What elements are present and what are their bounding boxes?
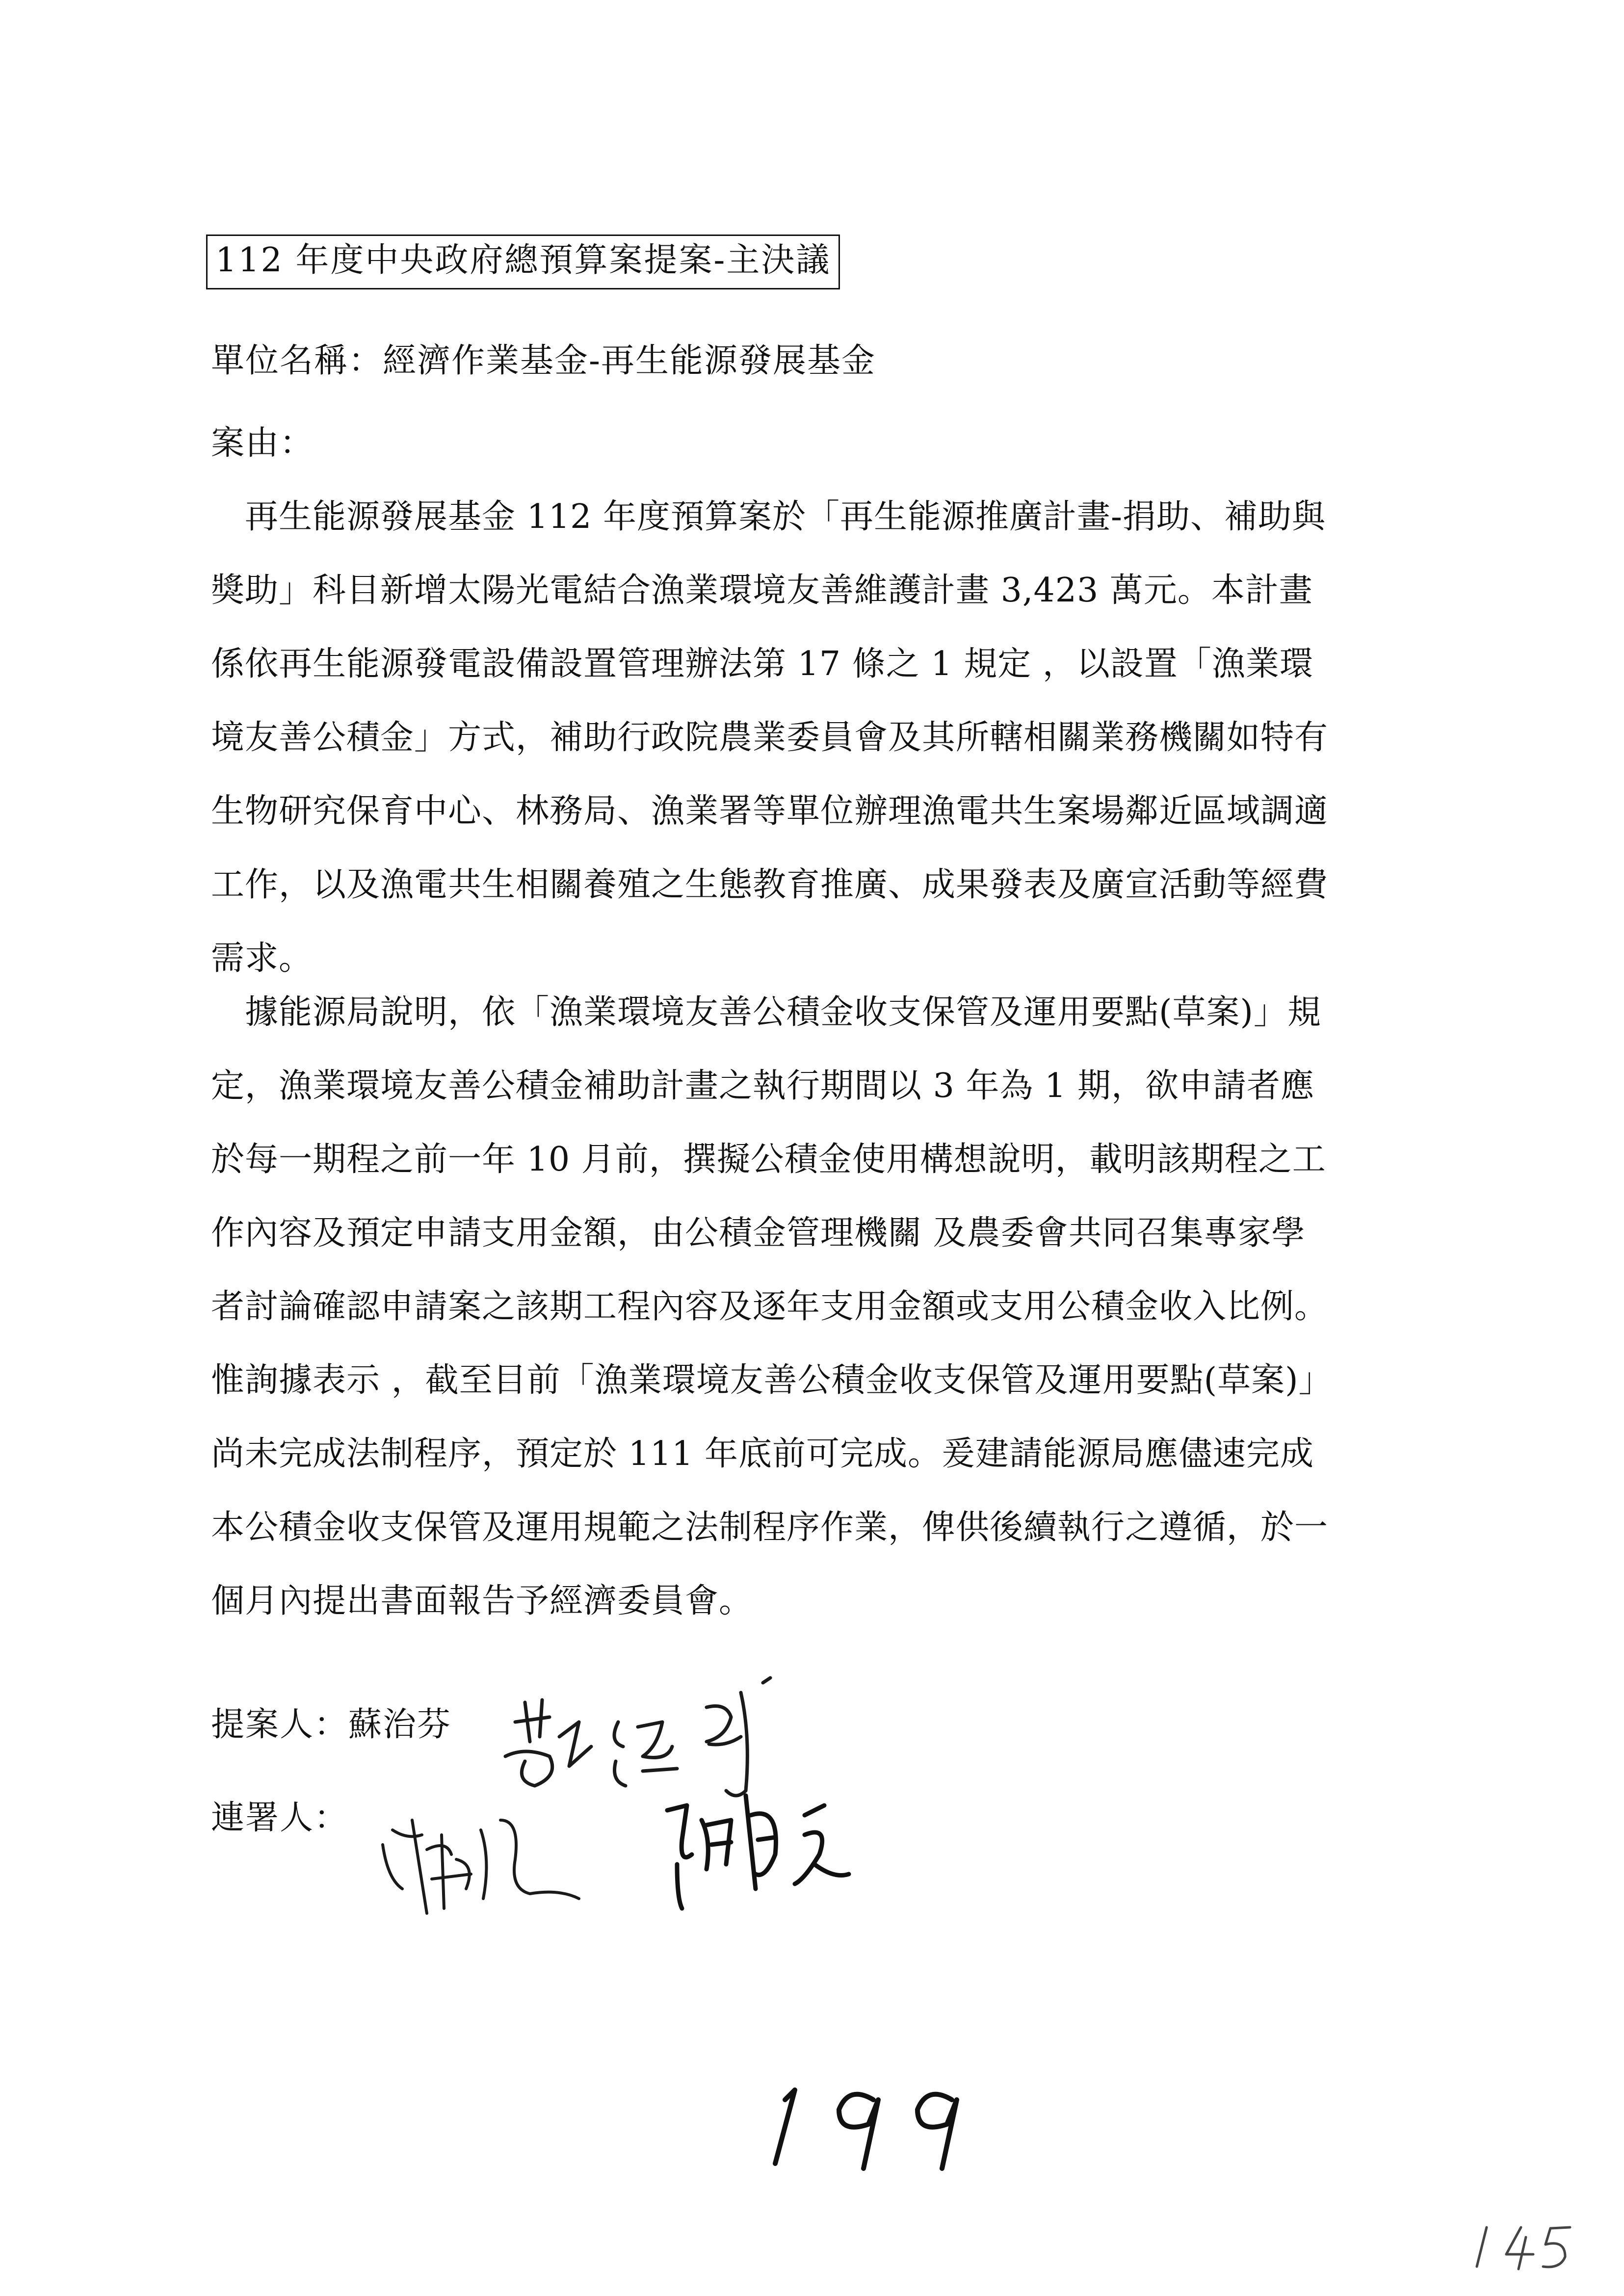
paragraph-2-line: 據能源局說明，依「漁業環境友善公積金收支保管及運用要點(草案)」規: [211, 993, 1322, 1032]
paragraph-1-line: 再生能源發展基金 112 年度預算案於「再生能源推廣計畫-捐助、補助與: [211, 497, 1326, 536]
cosigner-signature-2: [657, 1766, 878, 1923]
paragraph-2-line: 者討論確認申請案之該期工程內容及逐年支用金額或支用公積金收入比例。: [211, 1287, 1329, 1326]
cosigner-label: 連署人：: [211, 1799, 349, 1837]
paragraph-1-line: 係依再生能源發電設備設置管理辦法第 17 條之 1 規定 ，以設置「漁業環: [211, 645, 1313, 683]
cosigner-signature-1: [373, 1791, 608, 1938]
paragraph-2-line: 個月內提出書面報告予經濟委員會。: [211, 1582, 753, 1620]
paragraph-1-line: 需求。: [211, 939, 313, 978]
paragraph-2-line: 本公積金收支保管及運用規範之法制程序作業，俾供後續執行之遵循，於一: [211, 1508, 1329, 1547]
paragraph-2-line: 惟詢據表示 ，截至目前「漁業環境友善公積金收支保管及運用要點(草案)」: [211, 1361, 1333, 1400]
unit-name-line: 單位名稱：經濟作業基金-再生能源發展基金: [211, 341, 876, 380]
paragraph-2-line: 於每一期程之前一年 10 月前，撰擬公積金使用構想說明，載明該期程之工: [211, 1140, 1326, 1179]
paragraph-2-line: 定，漁業環境友善公積金補助計畫之執行期間以 3 年為 1 期，欲申請者應: [211, 1067, 1314, 1105]
page-number-large: [765, 2070, 991, 2173]
paragraph-1-line: 獎助」科目新增太陽光電結合漁業環境友善維護計畫 3,423 萬元。本計畫: [211, 571, 1313, 610]
reason-label: 案由：: [211, 424, 314, 463]
paragraph-1-line: 境友善公積金」方式，補助行政院農業委員會及其所轄相關業務機關如特有: [211, 718, 1329, 757]
proposer-label: 提案人：蘇治芬: [211, 1705, 452, 1744]
page-number-large-text: 199: [765, 2070, 766, 2071]
document-title: 112 年度中央政府總預算案提案-主決議: [206, 235, 840, 289]
paragraph-1-line: 生物研究保育中心、林務局、漁業署等單位辦理漁電共生案場鄰近區域調適: [211, 792, 1329, 831]
paragraph-2-line: 作內容及預定申請支用金額，由公積金管理機關 及農委會共同召集專家學: [211, 1214, 1306, 1252]
paragraph-2-line: 尚未完成法制程序，預定於 111 年底前可完成。爰建請能源局應儘速完成: [211, 1435, 1314, 1473]
paragraph-1-line: 工作，以及漁電共生相關養殖之生態教育推廣、成果發表及廣宣活動等經費: [211, 865, 1329, 904]
page-number-small: [1467, 2218, 1585, 2276]
